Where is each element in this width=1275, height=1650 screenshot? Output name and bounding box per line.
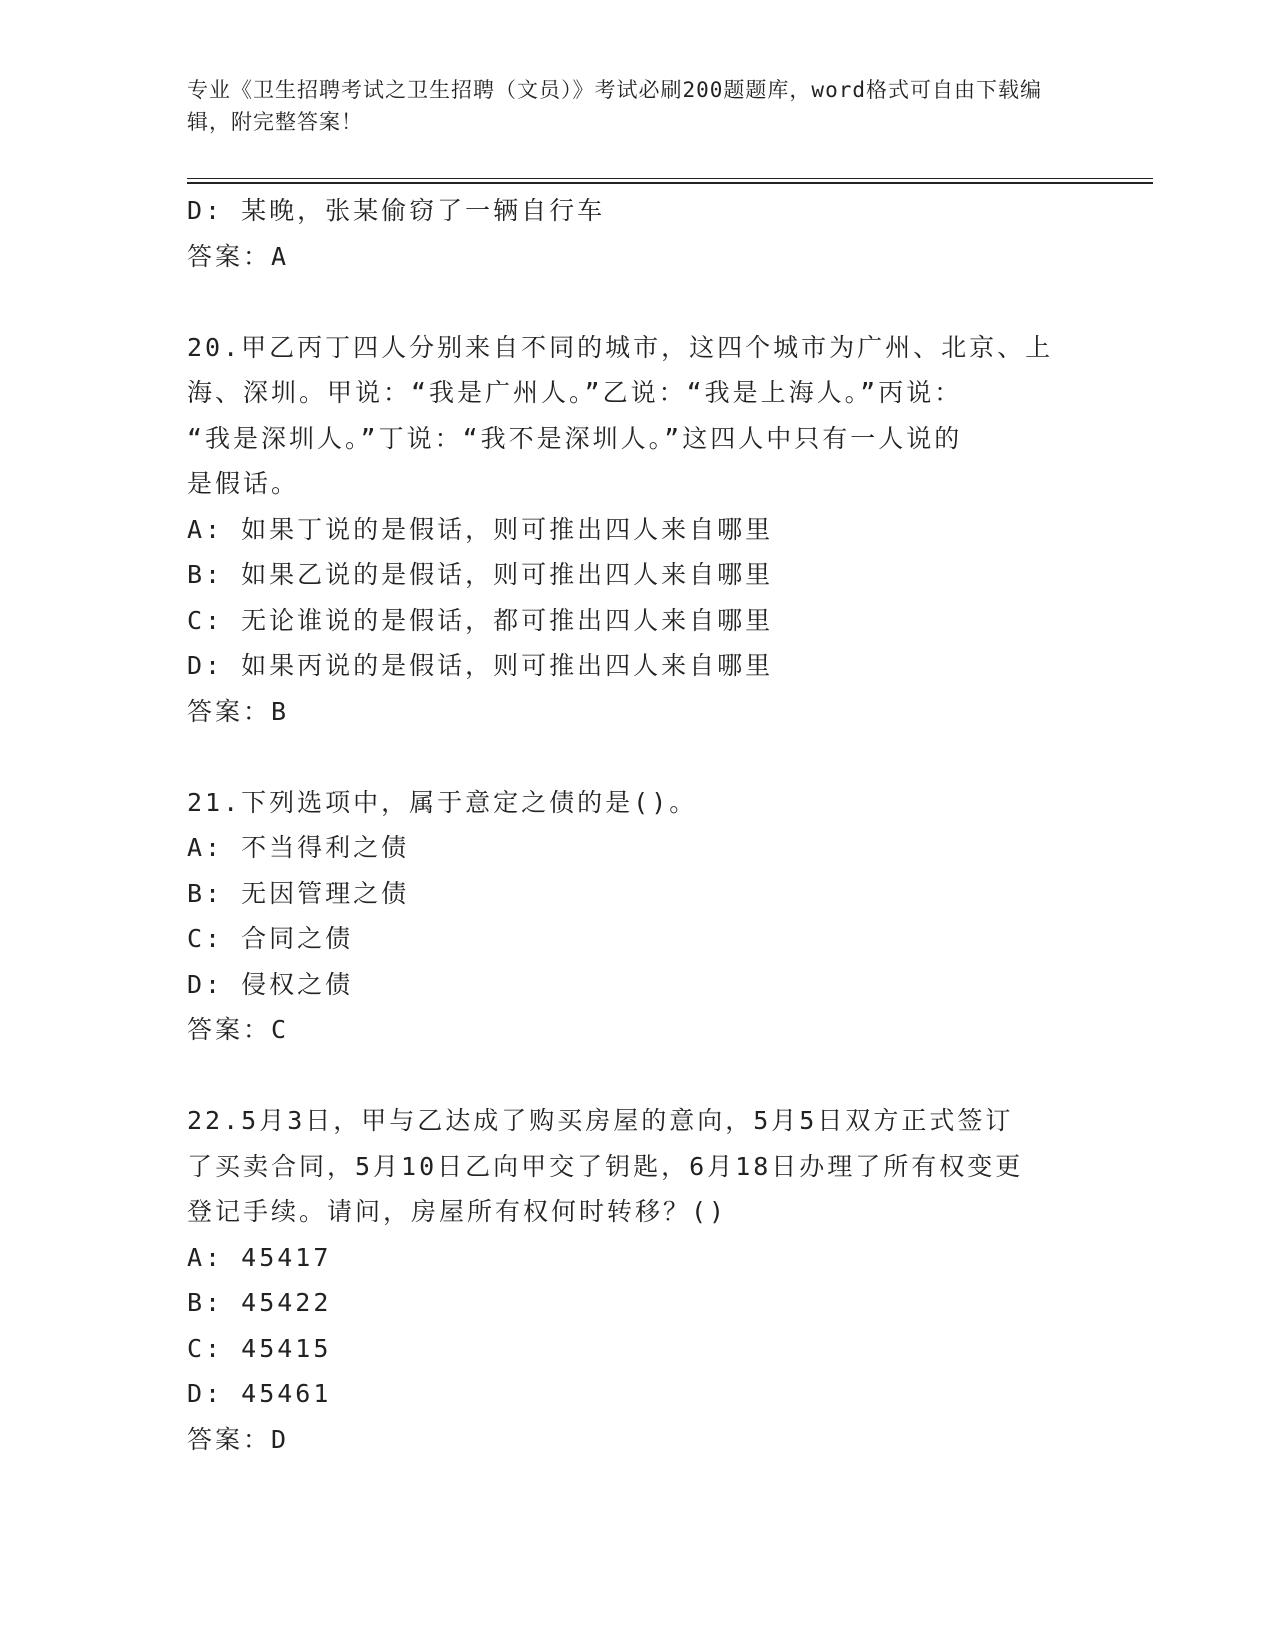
question-content xyxy=(187,188,1087,1462)
q21-option-a: A: 不当得利之债 xyxy=(187,833,410,862)
document-header: 专业《卫生招聘考试之卫生招聘（文员）》考试必刷200题题库，word格式可自由下载编辑，附完整答案！ xyxy=(187,78,1042,134)
q22-option-c: C: 45415 xyxy=(187,1333,332,1363)
q22-answer: 答案：D xyxy=(187,1424,290,1454)
q21-option-d: D: 侵权之债 xyxy=(187,969,354,999)
q22-stem-line-3: 登记手续。请问，房屋所有权何时转移？() xyxy=(187,1197,728,1226)
q20-stem-line-1: 20.甲乙丙丁四人分别来自不同的城市，这四个城市为广州、北京、上 xyxy=(187,332,1054,362)
spacer xyxy=(187,279,1087,325)
q20-option-c: C: 无论谁说的是假话，都可推出四人来自哪里 xyxy=(187,605,774,635)
q22-stem-line-2: 了买卖合同，5月10日乙向甲交了钥匙，6月18日办理了所有权变更 xyxy=(187,1151,1024,1181)
q22-stem-line-1: 22.5月3日，甲与乙达成了购买房屋的意向，5月5日双方正式签订 xyxy=(187,1106,1014,1135)
q20-stem-line-2: 海、深圳。甲说：“我是广州人。”乙说：“我是上海人。”丙说： xyxy=(187,378,963,407)
q19-answer: 答案：A xyxy=(187,241,290,271)
q20-option-a: A: 如果丁说的是假话，则可推出四人来自哪里 xyxy=(187,514,774,544)
q21-option-c: C: 合同之债 xyxy=(187,924,354,953)
header-divider xyxy=(187,178,1153,179)
q20-stem-line-4: 是假话。 xyxy=(187,469,300,498)
spacer xyxy=(187,1053,1087,1099)
q22-option-a: A: 45417 xyxy=(187,1242,332,1272)
spacer xyxy=(187,734,1087,780)
q21-stem: 21.下列选项中，属于意定之债的是()。 xyxy=(187,787,698,817)
q20-stem-line-3: “我是深圳人。”丁说：“我不是深圳人。”这四人中只有一人说的 xyxy=(187,423,963,453)
q21-answer: 答案：C xyxy=(187,1015,290,1044)
q20-answer: 答案：B xyxy=(187,696,290,726)
q21-option-b: B: 无因管理之债 xyxy=(187,878,410,908)
q20-option-d: D: 如果丙说的是假话，则可推出四人来自哪里 xyxy=(187,651,774,680)
header-divider-thick xyxy=(187,182,1153,184)
q20-option-b: B: 如果乙说的是假话，则可推出四人来自哪里 xyxy=(187,560,774,589)
q22-option-d: D: 45461 xyxy=(187,1379,332,1408)
q19-option-d: D: 某晚，张某偷窃了一辆自行车 xyxy=(187,196,606,225)
q22-option-b: B: 45422 xyxy=(187,1288,332,1317)
